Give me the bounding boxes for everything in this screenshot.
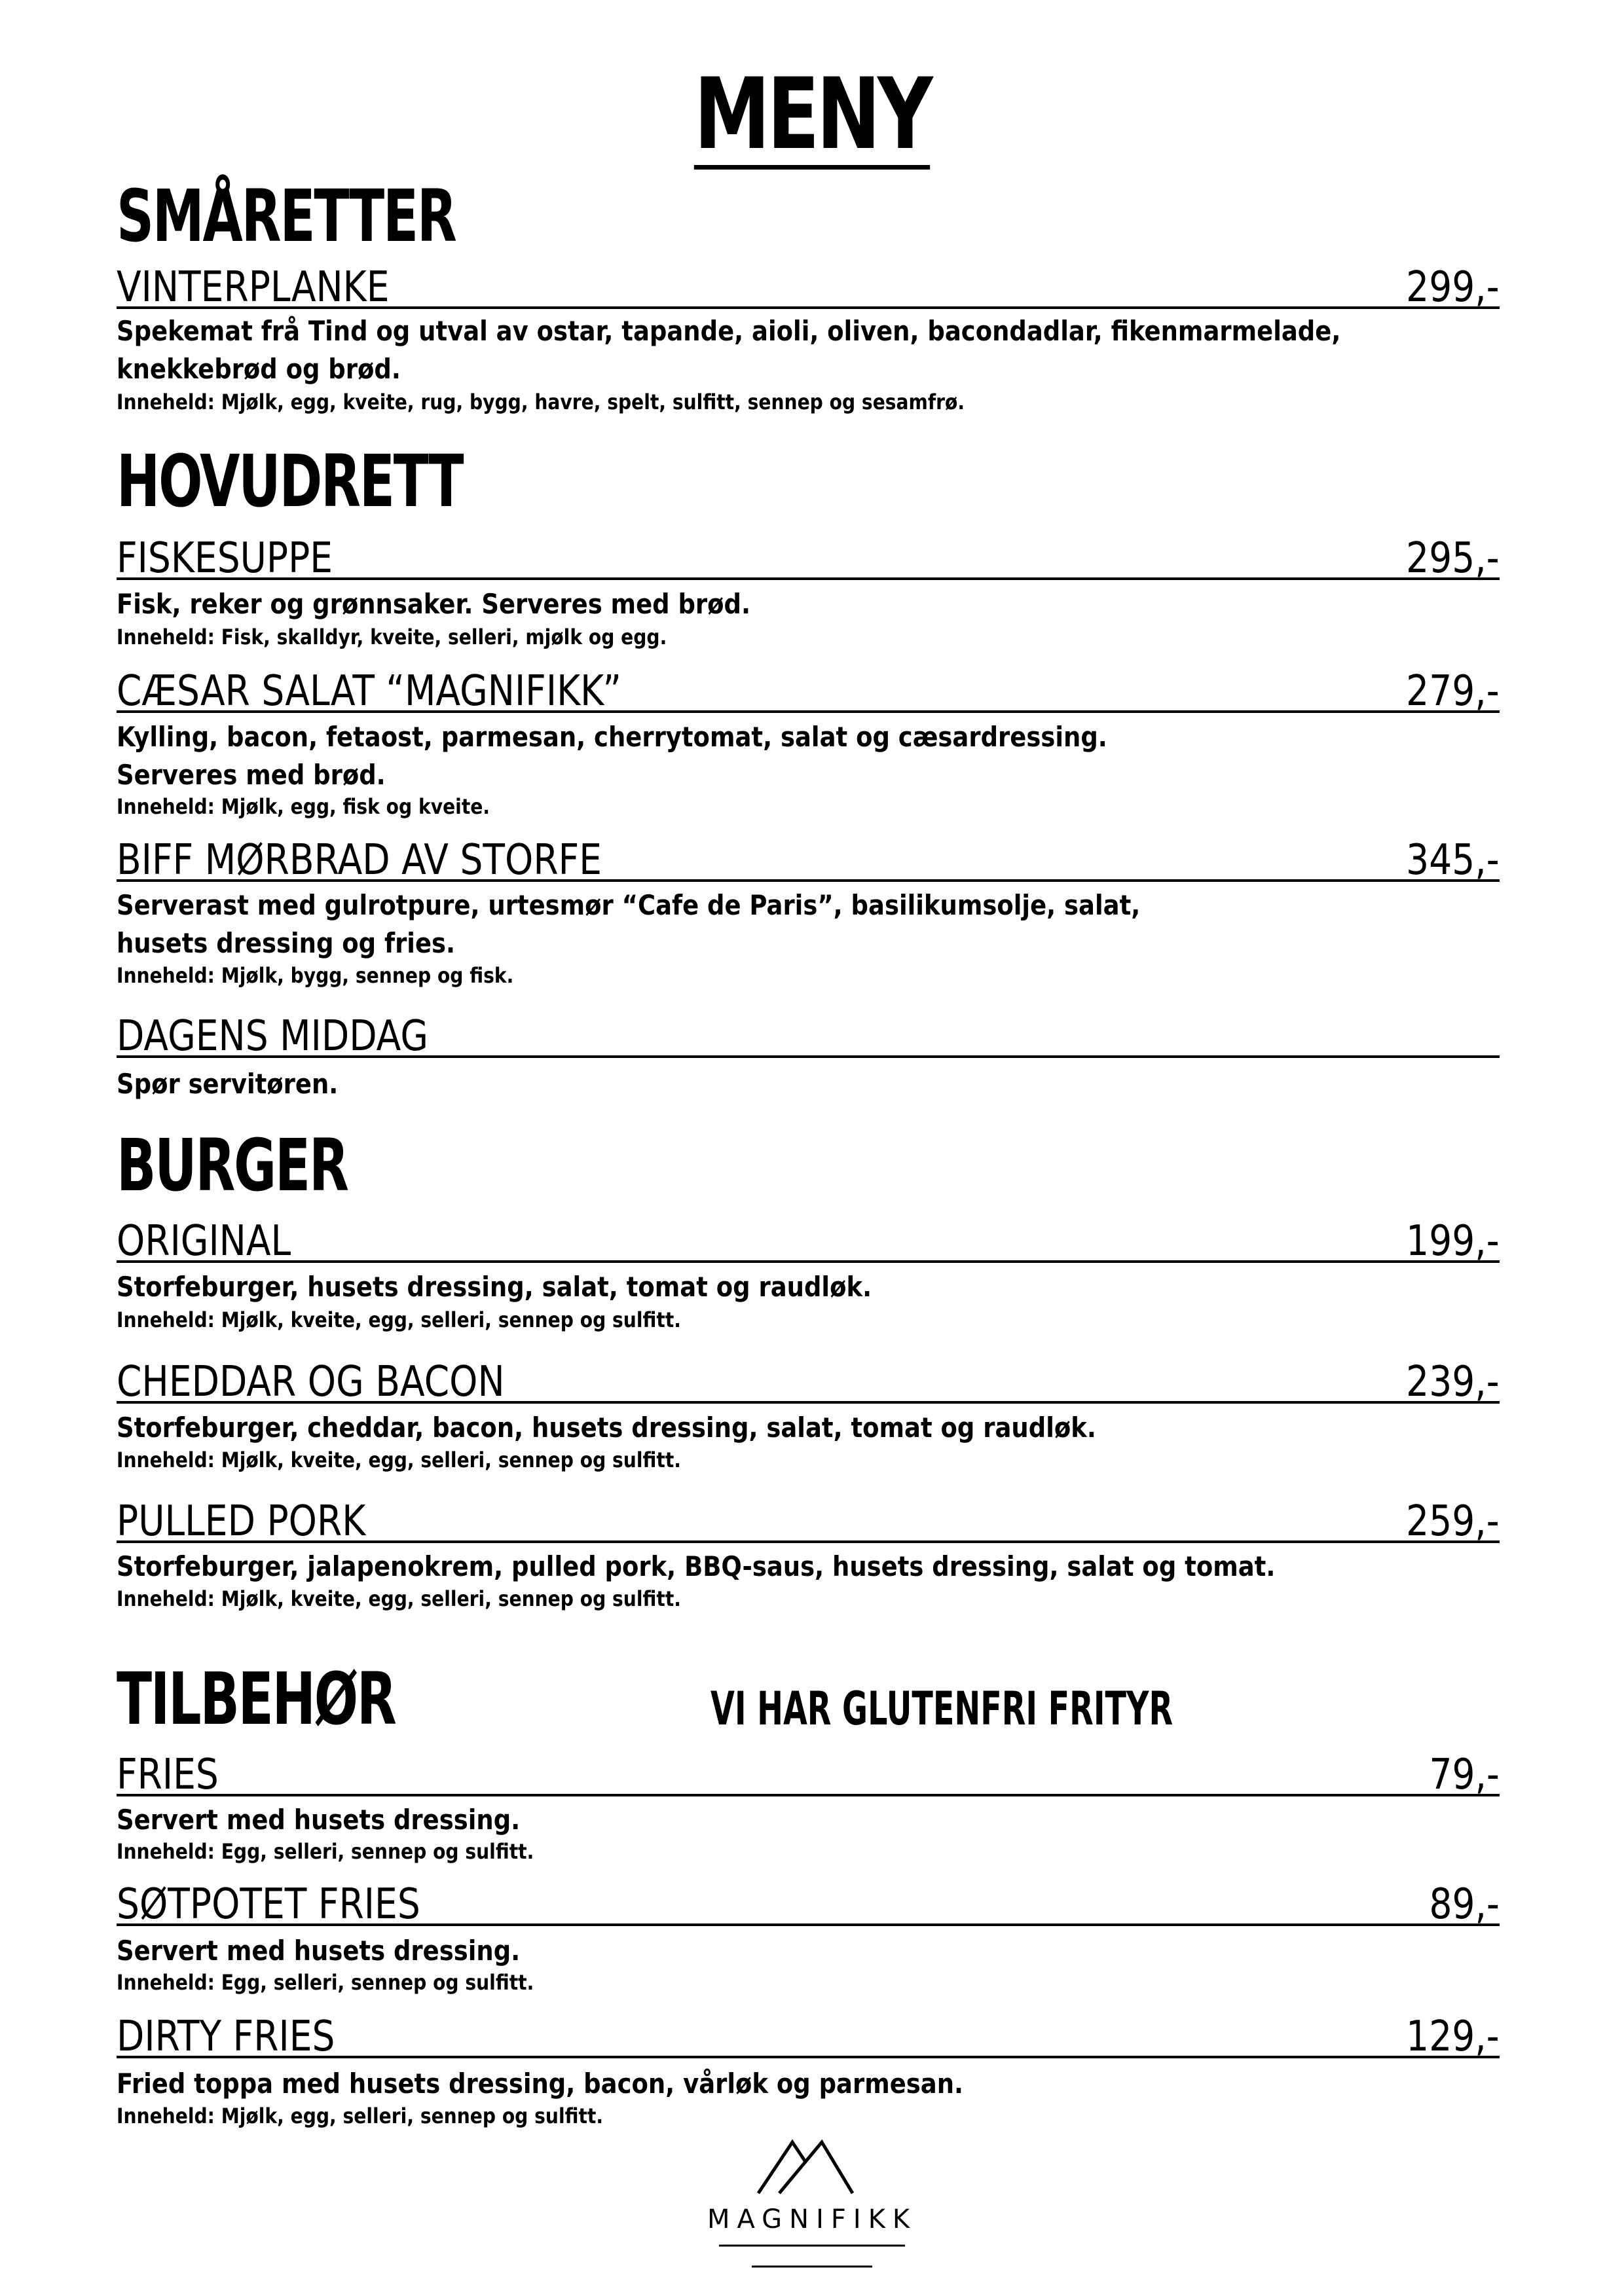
- magnifikk-logo: [707, 2128, 917, 2291]
- item-description: Fried toppa med husets dressing, bacon, vårløk og parmesan.: [117, 2068, 964, 2100]
- menu-item-pulled-pork: [117, 1495, 1500, 1546]
- item-allergens: Inneheld: Mjølk, egg, kveite, rug, bygg, havre, spelt, sulfitt, sennep og sesamfrø.: [117, 390, 965, 414]
- gluten-free-note: VI HAR GLUTENFRI FRITYR: [710, 1682, 1173, 1736]
- item-price: 279,-: [1406, 667, 1500, 716]
- menu-item-dirty-fries: [117, 2010, 1500, 2061]
- section-heading-hovudrett: HOVUDRETT: [117, 439, 463, 523]
- mountain-logo-icon: [707, 2128, 917, 2200]
- item-name: CHEDDAR OG BACON: [117, 1358, 505, 1406]
- item-price: 295,-: [1406, 534, 1500, 583]
- item-allergens: Inneheld: Mjølk, egg, fisk og kveite.: [117, 794, 490, 819]
- menu-item-caesar-salat: [117, 665, 1500, 716]
- item-description: Storfeburger, cheddar, bacon, husets dressing, salat, tomat og raudløk.: [117, 1412, 1096, 1444]
- item-name: ORIGINAL: [117, 1217, 291, 1266]
- menu-item-vinterplanke: [117, 261, 1500, 312]
- item-allergens: Inneheld: Egg, selleri, sennep og sulfitt.: [117, 1839, 534, 1864]
- logo-wordmark: MAGNIFIKK: [707, 2204, 917, 2234]
- item-allergens: Inneheld: Fisk, skalldyr, kveite, selleri, mjølk og egg.: [117, 625, 667, 649]
- item-description: Spekemat frå Tind og utval av ostar, tapande, aioli, oliven, bacondadlar, fikenmarmelade,: [117, 315, 1341, 347]
- item-name: BIFF MØRBRAD AV STORFE: [117, 836, 602, 884]
- item-description: Storfeburger, jalapenokrem, pulled pork, BBQ-saus, husets dressing, salat og tomat.: [117, 1550, 1276, 1582]
- menu-item-sotpotet-fries: [117, 1878, 1500, 1929]
- item-price: 299,-: [1406, 263, 1500, 312]
- menu-item-fries: [117, 1748, 1500, 1799]
- item-name: FRIES: [117, 1751, 219, 1799]
- item-description: Kylling, bacon, fetaost, parmesan, cherrytomat, salat og cæsardressing.: [117, 721, 1107, 753]
- item-price: 199,-: [1406, 1217, 1500, 1266]
- item-allergens: Inneheld: Mjølk, kveite, egg, selleri, sennep og sulfitt.: [117, 1586, 681, 1611]
- item-price: 129,-: [1406, 2013, 1500, 2061]
- item-description: knekkebrød og brød.: [117, 353, 401, 385]
- item-name: CÆSAR SALAT “MAGNIFIKK”: [117, 667, 622, 716]
- logo-underline-icon: [707, 2239, 917, 2285]
- item-name: FISKESUPPE: [117, 534, 333, 583]
- item-description: Storfeburger, husets dressing, salat, tomat og raudløk.: [117, 1271, 872, 1303]
- page-title: MENY: [693, 58, 931, 172]
- item-price: 345,-: [1406, 836, 1500, 884]
- menu-item-dagens-middag: [117, 1010, 1500, 1061]
- section-heading-tilbehor: TILBEHØR: [117, 1657, 396, 1741]
- menu-item-biff-morbrad: [117, 833, 1500, 882]
- item-description: Servert med husets dressing.: [117, 1804, 521, 1836]
- item-description: Serveres med brød.: [117, 759, 386, 791]
- item-allergens: Inneheld: Mjølk, egg, selleri, sennep og sulfitt.: [117, 2104, 604, 2128]
- menu-item-fiskesuppe: [117, 532, 1500, 583]
- item-price: 89,-: [1429, 1880, 1500, 1929]
- item-description: Spør servitøren.: [117, 1068, 339, 1100]
- item-price: 239,-: [1406, 1358, 1500, 1406]
- section-heading-smaretter: SMÅRETTER: [117, 174, 456, 258]
- section-heading-burger: BURGER: [117, 1123, 348, 1207]
- item-name: DAGENS MIDDAG: [117, 1012, 428, 1061]
- item-allergens: Inneheld: Mjølk, kveite, egg, selleri, sennep og sulfitt.: [117, 1307, 681, 1332]
- item-allergens: Inneheld: Mjølk, bygg, sennep og fisk.: [117, 963, 514, 988]
- item-price: 79,-: [1429, 1751, 1500, 1799]
- item-description: Fisk, reker og grønnsaker. Serveres med brød.: [117, 588, 751, 620]
- item-allergens: Inneheld: Egg, selleri, sennep og sulfitt.: [117, 1970, 534, 1995]
- page-title-wrap: [0, 58, 1624, 172]
- item-name: DIRTY FRIES: [117, 2013, 335, 2061]
- item-allergens: Inneheld: Mjølk, kveite, egg, selleri, sennep og sulfitt.: [117, 1448, 681, 1472]
- item-price: 259,-: [1406, 1497, 1500, 1546]
- item-name: SØTPOTET FRIES: [117, 1880, 420, 1929]
- menu-item-original: [117, 1214, 1500, 1266]
- menu-item-cheddar-og-bacon: [117, 1355, 1500, 1404]
- item-description: Servert med husets dressing.: [117, 1935, 521, 1967]
- item-name: VINTERPLANKE: [117, 263, 390, 312]
- item-description: Serverast med gulrotpure, urtesmør “Cafe de Paris”, basilikumsolje, salat,: [117, 889, 1141, 921]
- item-description: husets dressing og fries.: [117, 927, 456, 959]
- item-name: PULLED PORK: [117, 1497, 366, 1546]
